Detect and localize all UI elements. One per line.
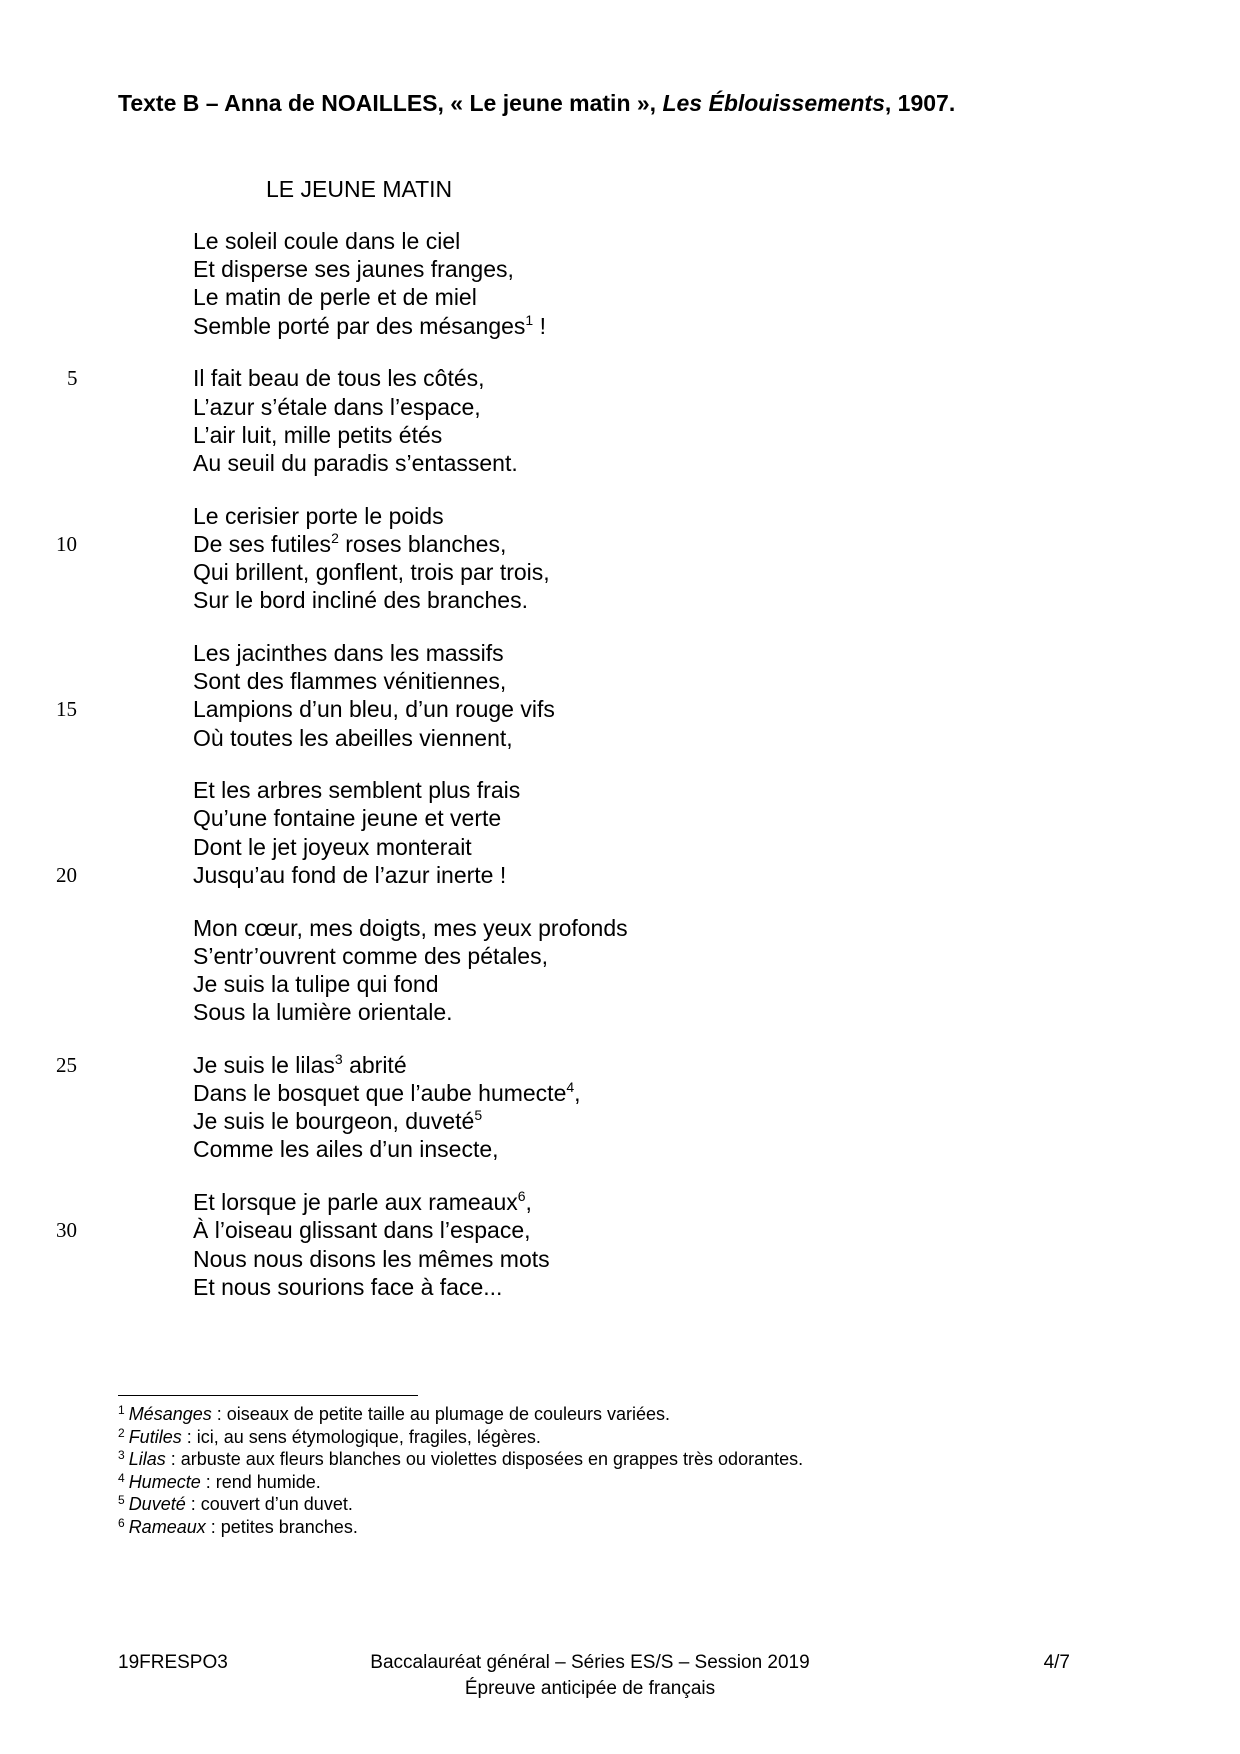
footnote (118, 1448, 803, 1470)
poem-line-text-after: ! (533, 312, 546, 339)
poem-line-text: Je suis le bourgeon, duveté (193, 1108, 475, 1135)
poem-line-text-after: roses blanches, (338, 530, 507, 557)
footnote (118, 1426, 541, 1448)
footer-page-number: 4/7 (1043, 1652, 1070, 1673)
footnote-number: 2 (118, 1425, 125, 1440)
poem-line-text: Sont des flammes vénitiennes, (193, 668, 507, 695)
footnote-definition: : arbuste aux fleurs blanches ou violettes disposées en grappes très odorantes. (165, 1449, 804, 1470)
poem-line-text: Dont le jet joyeux monterait (193, 833, 472, 860)
poem-line (193, 1188, 532, 1216)
poem-line-text-after: abrité (342, 1051, 407, 1078)
poem-line (193, 1216, 531, 1244)
line-number: 30 (56, 1218, 77, 1243)
poem-line-text: S’entr’ouvrent comme des pétales, (193, 942, 548, 969)
poem-line-text: Comme les ailes d’un insecte, (193, 1136, 499, 1163)
footer-exam-subtitle: Épreuve anticipée de français (464, 1678, 716, 1699)
footnote-term: Rameaux (128, 1517, 206, 1537)
poem-title: LE JEUNE MATIN (266, 176, 453, 202)
footnote-ref: 6 (517, 1188, 526, 1205)
footnote-number: 4 (118, 1470, 125, 1485)
poem-line (193, 283, 477, 311)
footnote-ref: 4 (566, 1079, 575, 1095)
poem-line (193, 1051, 407, 1079)
poem-line-text: Et nous sourions face à face... (193, 1273, 503, 1300)
footnote-term: Duveté (128, 1494, 186, 1515)
poem-line (193, 914, 628, 942)
footnote-number: 3 (118, 1448, 125, 1463)
heading-work-title: Les Éblouissements (662, 90, 885, 116)
poem-line-text: Le cerisier porte le poids (193, 502, 444, 529)
poem-line-text: Jusqu’au fond de l’azur inerte ! (193, 861, 507, 888)
poem-line (193, 1107, 482, 1135)
poem-line (193, 558, 550, 586)
poem-line-text: Nous nous disons les mêmes mots (193, 1245, 550, 1272)
footnote-separator (118, 1395, 418, 1396)
poem-line-text: Je suis le lilas (193, 1051, 335, 1078)
poem-line (193, 724, 513, 752)
footnote-term: Mésanges (128, 1404, 212, 1424)
poem-line (193, 970, 439, 998)
footnote-ref: 1 (525, 311, 534, 328)
footer-exam-title: Baccalauréat général – Séries ES/S – Session 2019 (370, 1652, 810, 1673)
poem-line-text: Au seuil du paradis s’entassent. (193, 449, 518, 476)
poem-line (193, 804, 501, 832)
footnote-ref: 3 (334, 1050, 343, 1067)
poem-line (193, 833, 472, 861)
poem-line (193, 1273, 502, 1301)
poem-line (193, 393, 481, 421)
text-heading (118, 90, 955, 117)
poem-line-text: Il fait beau de tous les côtés, (193, 365, 485, 392)
poem-line-text: Lampions d’un bleu, d’un rouge vifs (193, 696, 555, 723)
footnote-definition: : rend humide. (200, 1471, 321, 1492)
footnote (118, 1493, 353, 1515)
footnote (118, 1471, 321, 1493)
poem-line-text-after: , (525, 1189, 532, 1216)
poem-line (193, 861, 506, 889)
poem-line-text: Le matin de perle et de miel (193, 284, 477, 311)
poem-line (193, 312, 546, 340)
poem-line (193, 364, 485, 392)
footnote-definition: : couvert d’un duvet. (185, 1494, 353, 1515)
poem-line-text: Le soleil coule dans le ciel (193, 228, 461, 254)
poem-line-text: Je suis la tulipe qui fond (193, 970, 439, 997)
poem-line-text: L’azur s’étale dans l’espace, (193, 393, 481, 420)
line-number: 5 (67, 366, 78, 391)
poem-line (193, 942, 548, 970)
poem-line (193, 421, 442, 449)
heading-suffix: , 1907. (884, 90, 956, 116)
footer-exam-code: 19FRESPO3 (118, 1652, 228, 1673)
poem-line (193, 1135, 499, 1163)
poem-line-text: Mon cœur, mes doigts, mes yeux profonds (193, 914, 628, 941)
poem-line-text: Qui brillent, gonflent, trois par trois, (193, 559, 550, 585)
poem-line-text: Où toutes les abeilles viennent, (193, 724, 513, 751)
footnote-term: Humecte (128, 1471, 201, 1492)
footnote (118, 1403, 670, 1425)
poem-line-text: Qu’une fontaine jeune et verte (193, 805, 502, 832)
poem-line (193, 667, 506, 695)
poem-line-text: Sous la lumière orientale. (193, 999, 453, 1026)
line-number: 25 (56, 1052, 77, 1077)
poem-line-text: Et les arbres semblent plus frais (193, 777, 521, 804)
footnote-term: Lilas (128, 1449, 166, 1470)
poem-line (193, 695, 555, 723)
line-number: 10 (56, 531, 77, 556)
poem-line (193, 502, 444, 530)
poem-line-text: L’air luit, mille petits étés (193, 421, 443, 448)
heading-prefix: Texte B – Anna de NOAILLES, « Le jeune matin », (118, 90, 663, 116)
footnote-number: 1 (118, 1403, 125, 1417)
poem-line (193, 1079, 581, 1107)
line-number: 20 (56, 862, 77, 887)
poem-line (193, 1245, 550, 1273)
poem-line (193, 776, 520, 804)
poem-line-text: Dans le bosquet que l’aube humecte (193, 1080, 567, 1106)
footnote-number: 6 (118, 1516, 125, 1530)
poem-line-text: De ses futiles (193, 530, 332, 557)
poem-line-text-after: , (574, 1080, 581, 1106)
poem-line (193, 449, 518, 477)
poem-line-text: Et lorsque je parle aux rameaux (193, 1189, 518, 1216)
footnote-definition: : oiseaux de petite taille au plumage de couleurs variées. (211, 1404, 671, 1424)
poem-line-text: Et disperse ses jaunes franges, (193, 256, 514, 283)
poem-line-text: À l’oiseau glissant dans l’espace, (193, 1217, 531, 1244)
footnote-number: 5 (118, 1493, 125, 1508)
footnote-term: Futiles (128, 1426, 182, 1447)
poem-line (193, 530, 506, 558)
poem-line (193, 586, 528, 614)
footnote-definition: : ici, au sens étymologique, fragiles, légères. (181, 1426, 541, 1447)
poem-line (193, 227, 460, 255)
footnote (118, 1516, 358, 1538)
poem-line (193, 998, 453, 1026)
footnote-ref: 2 (331, 529, 339, 546)
poem-line (193, 255, 514, 283)
poem-line (193, 639, 504, 667)
poem-line-text: Sur le bord incliné des branches. (193, 587, 528, 614)
poem-line-text: Les jacinthes dans les massifs (193, 639, 504, 666)
footnote-ref: 5 (474, 1107, 483, 1124)
line-number: 15 (56, 697, 77, 722)
poem-line-text: Semble porté par des mésanges (193, 312, 526, 339)
footnote-definition: : petites branches. (205, 1517, 358, 1537)
